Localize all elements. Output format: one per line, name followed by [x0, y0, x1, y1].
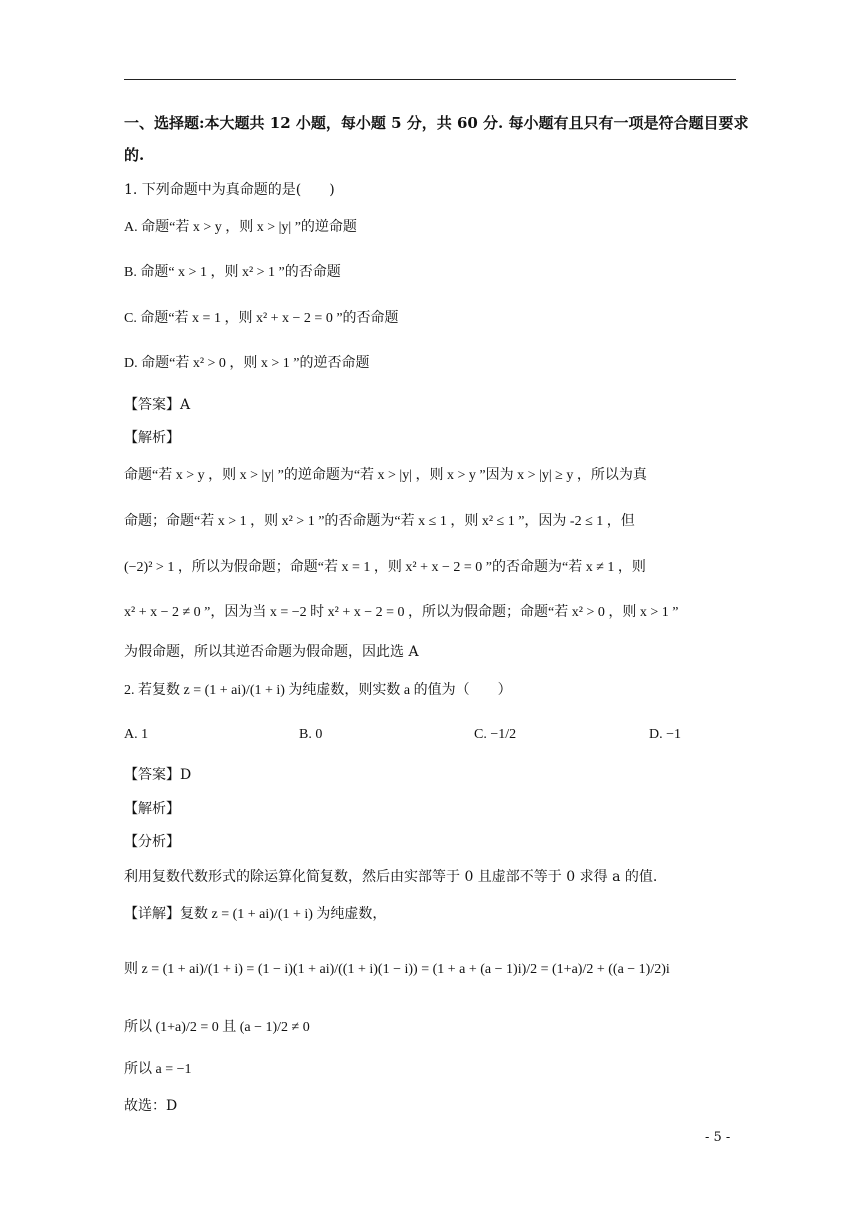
section-heading-cont: 的.	[124, 146, 145, 164]
q1-analysis-line: (−2)² > 1 ，所以为假命题；命题“若 x = 1 ，则 x² + x − 2 = 0 ”的否命题为“若 x ≠ 1 ，则	[124, 560, 646, 575]
q1-option-b: B. 命题“ x > 1 ，则 x² > 1 ”的否命题	[124, 265, 341, 280]
q2-fenxi-label: 【分析】	[124, 834, 180, 850]
q2-detail-line: 所以 a = −1	[124, 1062, 192, 1077]
q1-analysis-line: 命题；命题“若 x > 1 ，则 x² > 1 ”的否命题为“若 x ≤ 1 ，则 x² ≤ 1 ”，因为 -2 ≤ 1 ，但	[124, 514, 635, 529]
q1-analysis-line: 命题“若 x > y ，则 x > |y| ”的逆命题为“若 x > |y| ，则 x > y ”因为 x > |y| ≥ y ，所以为真	[124, 468, 647, 483]
q2-analysis-label: 【解析】	[124, 801, 180, 817]
q2-option-c: C. −1/2	[474, 727, 517, 742]
q2-answer: 【答案】D	[124, 767, 192, 783]
q1-analysis-label: 【解析】	[124, 430, 180, 446]
q1-answer: 【答案】A	[124, 397, 191, 413]
header-rule	[124, 79, 736, 80]
q1-analysis-line: 为假命题，所以其逆否命题为假命题，因此选 A	[124, 644, 419, 660]
q2-detail-line: 故选：D	[124, 1098, 178, 1114]
q2-option-d: D. −1	[649, 727, 682, 742]
q2-fenxi-text: 利用复数代数形式的除运算化简复数，然后由实部等于 0 且虚部不等于 0 求得 a 的值.	[124, 869, 658, 885]
q1-option-d: D. 命题“若 x² > 0 ，则 x > 1 ”的逆否命题	[124, 356, 370, 371]
q2-detail-line: 所以 (1+a)/2 = 0 且 (a − 1)/2 ≠ 0	[124, 1020, 310, 1035]
q1-stem: 1. 下列命题中为真命题的是( )	[124, 182, 335, 198]
q1-option-c: C. 命题“若 x = 1 ，则 x² + x − 2 = 0 ”的否命题	[124, 311, 399, 326]
q2-detail-line: 【详解】复数 z = (1 + ai)/(1 + i) 为纯虚数，	[124, 907, 387, 922]
q1-analysis-line: x² + x − 2 ≠ 0 ”，因为当 x = −2 时 x² + x − 2 = 0 ，所以为假命题；命题“若 x² > 0 ，则 x > 1 ”	[124, 605, 679, 620]
q2-stem: 2. 若复数 z = (1 + ai)/(1 + i) 为纯虚数，则实数 a 的值为（ ）	[124, 683, 512, 698]
page-number: - 5 -	[705, 1130, 731, 1145]
q2-option-b: B. 0	[299, 727, 323, 742]
q2-option-a: A. 1	[124, 727, 149, 742]
q2-detail-line: 则 z = (1 + ai)/(1 + i) = (1 − i)(1 + ai)/((1 + i)(1 − i)) = (1 + a + (a − 1)i)/2 = (1+a)/2 + ((a − 1)/2)i	[124, 962, 670, 977]
section-heading: 一、选择题:本大题共 12 小题，每小题 5 分，共 60 分. 每小题有且只有一项是符合题目要求	[124, 114, 749, 132]
q1-option-a: A. 命题“若 x > y ，则 x > |y| ”的逆命题	[124, 220, 357, 235]
